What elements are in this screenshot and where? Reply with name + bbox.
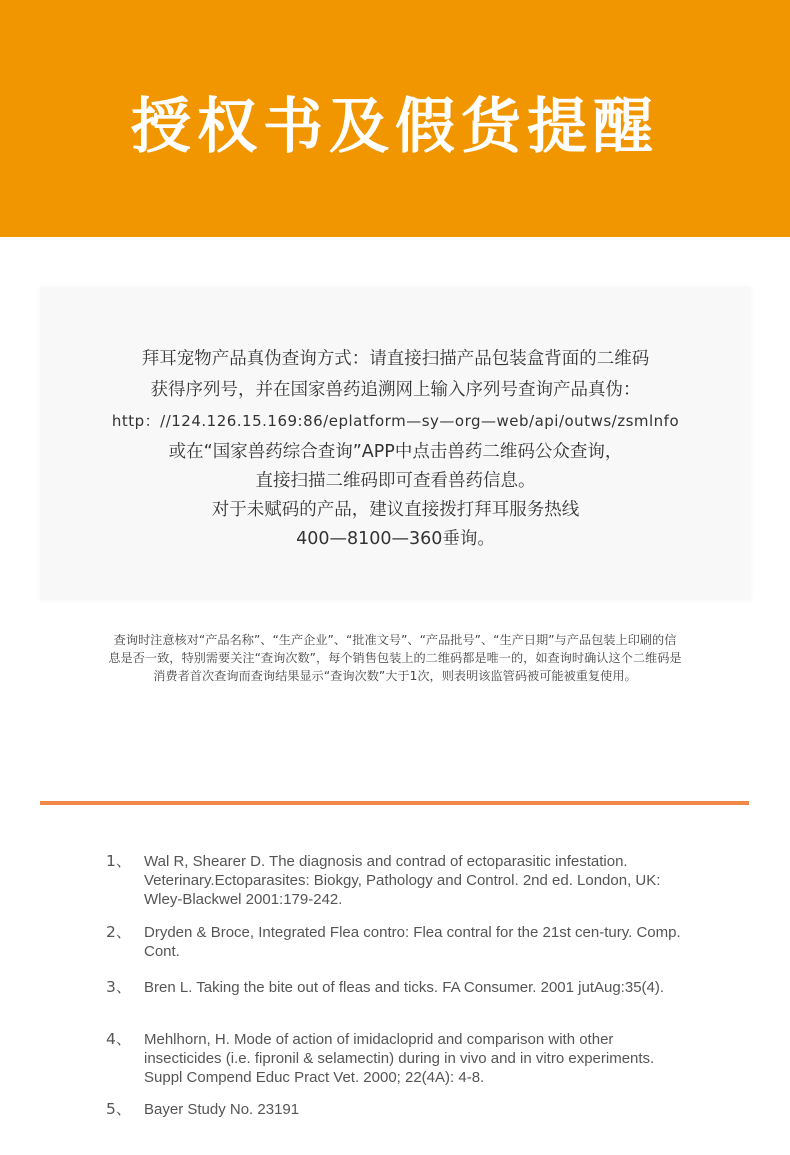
info-line-1: 拜耳宠物产品真伪查询方式：请直接扫描产品包装盒背面的二维码 [141, 349, 650, 369]
reference-number: 2、 [106, 923, 132, 941]
reference-text: Bren L. Taking the bite out of fleas and ticks. FA Consumer. 2001 jutAug:35(4). [144, 979, 665, 996]
info-line-6: 对于未赋码的产品，建议直接拨打拜耳服务热线 [211, 500, 580, 520]
verification-info-box [40, 287, 751, 600]
reference-number: 4、 [106, 1030, 132, 1048]
reference-number: 3、 [106, 978, 132, 996]
info-line-5: 直接扫描二维码即可查看兽药信息。 [255, 471, 536, 491]
page-title: 授权书及假货提醒 [131, 92, 659, 162]
info-line-2: 获得序列号，并在国家兽药追溯网上输入序列号查询产品真伪： [150, 380, 641, 400]
reference-text: Mehlhorn, H. Mode of action of imidacloprid and comparison with other insecticides (i.e. fipronil & selamectin) during in vivo and in vitro experiments. Suppl Compend Educ Pract Vet. 2000; 22(4A): 4-8. [144, 1031, 655, 1086]
hotline-number: 400—8100—360垂询。 [296, 529, 495, 549]
verification-notice: 查询时注意核对“产品名称”、“生产企业”、“批准文号”、“产品批号”、“生产日期”与产品包装上印刷的信息是否一致，特别需要关注“查询次数”，每个销售包装上的二维码都是唯一的，如查询时确认这个二维码是消费者首次查询而查询结果显示“查询次数”大于1次，则表明该监管码被可能被重复使用。 [108, 633, 682, 683]
reference-text: Wal R, Shearer D. The diagnosis and contrad of ectoparasitic infestation. Veterinary.Ectoparasites: Biokgy, Pathology and Control. 2nd ed. London, UK: Wley-Blackwel 2001:179-242. [144, 853, 661, 908]
section-divider [40, 801, 749, 805]
info-line-4: 或在“国家兽药综合查询”APP中点击兽药二维码公众查询， [168, 442, 623, 462]
verification-url: http：//124.126.15.169:86/eplatform—sy—org—web/api/outws/zsmlnfo [111, 412, 680, 430]
reference-number: 5、 [106, 1100, 132, 1118]
reference-text: Dryden & Broce, Integrated Flea contro: Flea contral for the 21st cen-tury. Comp. Cont. [144, 924, 681, 960]
header-banner [0, 0, 790, 237]
reference-number: 1、 [106, 852, 132, 870]
reference-text: Bayer Study No. 23191 [144, 1101, 300, 1118]
